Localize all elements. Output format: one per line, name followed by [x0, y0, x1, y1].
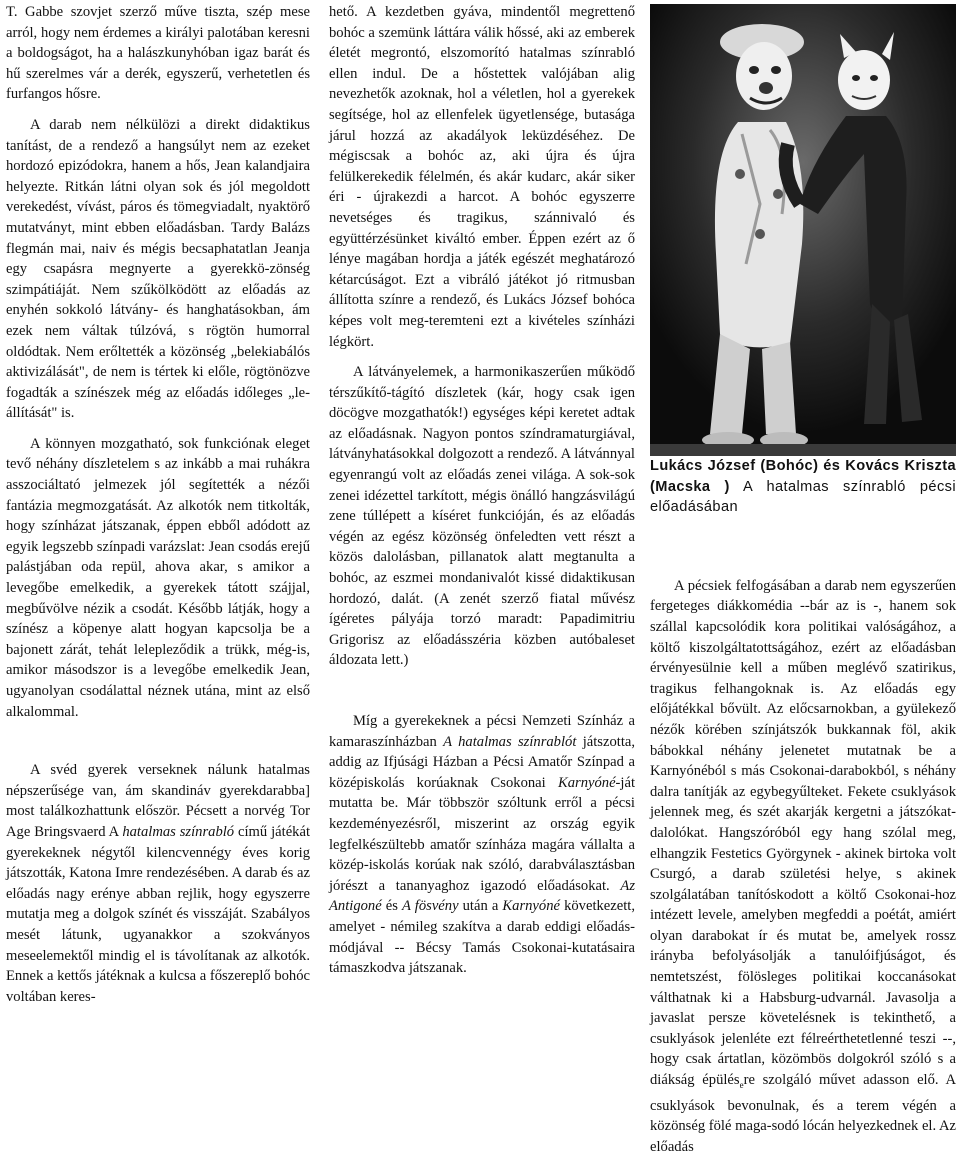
subscript: e — [739, 1079, 744, 1090]
paragraph: hető. A kezdetben gyáva, mindentől megrettenő bohóc a szemünk láttára válik hőssé, aki az emberek életét megrontó, elszomorító hatalmas színrabló ellen indul. De a hőstettek valójában alig nevezhetők azoknak, hol a véletlen, hol a gyerekek segítsége, hol az ellenfelek ügyetlensége, butasága járul hozzá az akadályok leküzdéséhez. De mégiscsak a bohóc az, aki újra és újra felülkerekedik félelmén, és akár kudarc, akár siker éri - újrakezdi a harcot. A bohóc egyszerre nevetséges és tragikus, szánnivaló és együttérzésünket kiváltó ember. Éppen ezért az ő lénye magában hordja a játék egészét meghatározó kétarcúságot. Ezt a vibráló játékot jó ritmusban állította színre a rendező, és Lukács József bohóca képes volt meg-teremteni ezt a kivételes színházi légkört. — [329, 4, 635, 350]
text-run: -ját mutatta be. Már többször szóltunk erről a pécsi kezdeményezésről, miszerint az ország egyik legfelkészültebb amatőr színháza magára vállalta a közép-iskolás korúak nak szóló, darabválasztásban jórészt a tananyaghoz igazodó előadásokat. — [329, 774, 635, 894]
stage-photo — [650, 4, 956, 456]
paragraph: A darab nem nélkülözi a direkt didaktikus tanítást, de a rendező a hangsúlyt nem az ezeket hordozó epizódokra, hanem a hős, Jean kalandjaira helyezte. Ritkán látni olyan sok és jól megoldott verekedést, vívást, páros és tömegviadalt, nyaktörő mutatványt, mint ebben előadásban. Tardy Balázs flegmán mai, naiv és mégis becsaphatatlan Jeanja egy csapásra megnyerte a gyerekkö-zönség szimpátiáját. Nem szűkölködött az előadás az enyhén sokkoló látvány- és hanghatásokban, ám ezek nem váltak túlzóvá, s rögtön humorral oldódtak. Nem erőltették a közönség „belekiabálós aktivizálását", de nem is tértek ki előle, rögtönözve fogadták a színészek még az előadás időleges „le-állítását" is. — [6, 116, 310, 422]
paragraph — [329, 711, 635, 979]
play-title: A hatalmas színrablót — [443, 733, 577, 750]
caption-names: Lukács József (Bohóc) és Kovács Kriszta (Macska ) — [650, 458, 956, 495]
text-run: és — [381, 898, 403, 915]
paragraph: A látványelemek, a harmonikaszerűen működő térszűkítő-tágító díszletek (kár, hogy csak igen döcögve mozgathatók!) egységes képi keretet adtak az előadásnak. Nagyon pontos színdramaturgiával, látványhatásokkal dolgozott a rendező. A látvánnyal egyenrangú volt az előadás zenei világa. A sok-sok zenei idézettel tarkított, mégis önálló hangzásvilágú zene túllépett a kíséret funkcióján, és az előadás végén az egész közönség önfeledten vett részt a közös dalolásban, pillanatok alatt megtanulta a bohóc, az eszmei mondanivalót kissé didaktikusan hordozó, dalát. (A zenét szerző fiatal művész ígéretes pályája torzó maradt: Papadimitriu Grigorisz az előadásszéria közben autóbaleset áldozata lett.) — [329, 364, 635, 669]
text-run: re szolgáló művet adasson elő. A csuklyások bevonulnak, és a terem végén a közönség fölé maga-sodó lócán helyezkednek el. Az előadás — [650, 1072, 956, 1155]
text-run: után a — [458, 898, 503, 915]
text-run: A pécsiek felfogásában a darab nem egyszerűen fergeteges diákkomédia --bár az is -, hanem sok szállal kapcsolódik kora politikai valóságához, a költő kiszolgáltatottságához, ezért az előadásban érvényesülnie kell a műben meglévő szatirikus, tragikus felhangoknak is. Az előadás egy előjátékkal bővült. Az előcsarnokban, a gyülekező nézők körében színjátszók bukkannak föl, akik bábokkal néhány jelenetet mutatnak be a Karnyónéból s más Csokonai-darabokból, s néhány dalra tanítják az egybegyűlteket. Fekete csuklyások jelennek meg, és szét akarják kergetni a játszókat-dalolókat. Hangszóróból egy hang szólal meg, elhangzik Festetics Györgynek - akinek birtoka volt Csurgó, a darab születési helye, s akinek szolgálatában tanítóskodott a költő Csokonai-hoz intézett levele, amelyben megfeddi a poétát, amiért olyan darabokat ír és mutat be, amelyek rossz irányba befolyásolják a tanulóifjúságot, és nemtetszést, fölösleges politikai koccanásokat válthatnak ki a Habsburg-udvarnál. Javasolja a javaslat persze követelésnek is tekinthető, a csuklyások jelenléte ezt félreérthetetlenné teszi --, hogy csak ártatlan, közömbös dolgokról szóló s a diákság épülés — [650, 577, 956, 1089]
paragraph — [650, 576, 956, 1158]
paragraph — [6, 760, 310, 1007]
stage-photo-illustration — [650, 4, 956, 456]
play-title: Karnyóné — [502, 898, 560, 915]
text-run: következett, amelyet - némileg szakítva a darab eddigi előadás-módjával -- Bécsy Tamás Csokonai-kutatásaira támaszkodva játszanak. — [329, 898, 635, 977]
paragraph: T. Gabbe szovjet szerző műve tiszta, szép mese arról, hogy nem érdemes a királyi palotában keresni a boldogságot, ha a halászkunyhóban igaz barát és hű szerelmes vár a derék, egyszerű, verhetetlen és furfangos hősre. — [6, 4, 310, 103]
text-column-left — [6, 2, 310, 1007]
photo-caption — [650, 456, 956, 518]
text-run: A svéd gyerek verseknek nálunk hatalmas népszerűsége van, ám skandináv gyerekdarabba] most találkozhattunk először. Pécsett a norvég Tor Age Bringsvaerd A — [6, 762, 310, 840]
play-title: hatalmas színrabló — [122, 823, 235, 840]
text-run: játszotta, addig az Ifjúsági Házban a Pécsi Amatőr Színpad a középiskolás korúaknak Csokonai — [329, 733, 635, 791]
text-run: című játékát gyerekeknek négytől kilencvennégy éves korig játszották, Katona Imre rendezésében. A darab és az előadás nagy erénye abban rejlik, hogy egyszerre mutatja meg a dolgok színét és visszáját. Szabályos mesét látunk, ugyanakkor a szokványos meseelemektől mindig el is távolítanak az alkotók. Ennek a kettős játéknak a kulcsa a főszereplő bohóc voltában keres- — [6, 823, 310, 1005]
caption-text: A hatalmas színrabló pécsi előadásában — [650, 478, 956, 516]
text-run: Míg a gyerekeknek a pécsi Nemzeti Színház a kamaraszínházban — [329, 713, 635, 750]
play-title: Az Antigoné — [329, 877, 635, 915]
text-column-right — [650, 4, 956, 1157]
text-column-middle — [329, 2, 635, 979]
play-title: Karnyóné — [557, 774, 616, 791]
play-title: A fösvény — [402, 898, 459, 915]
paragraph: A könnyen mozgatható, sok funkciónak eleget tevő néhány díszletelem s az inkább a mai ruhákra asszociáltató jelmezek jól segítették a nézői fantázia megmozgatását. Az alkotók nem titkolták, hogy színházat játszanak, éppen ebből adódott az egyik legszebb színpadi varázslat: Jean csodás erejű palástjában oda repül, ahova akar, s amikor a levegőbe emelkedik, a gyerekek tátott szájjal, megbűvölve nézik a csodát. Később látják, hogy a színész a köpenye alatt hogyan kapcsolja be a bajonett zárát, tehát lelepleződik a trükk, még-is, amikor másodszor is a levegőbe emelkedik Jean, ugyanolyan csodálattal néznek utána, mint az első alkalommal. — [6, 435, 310, 720]
